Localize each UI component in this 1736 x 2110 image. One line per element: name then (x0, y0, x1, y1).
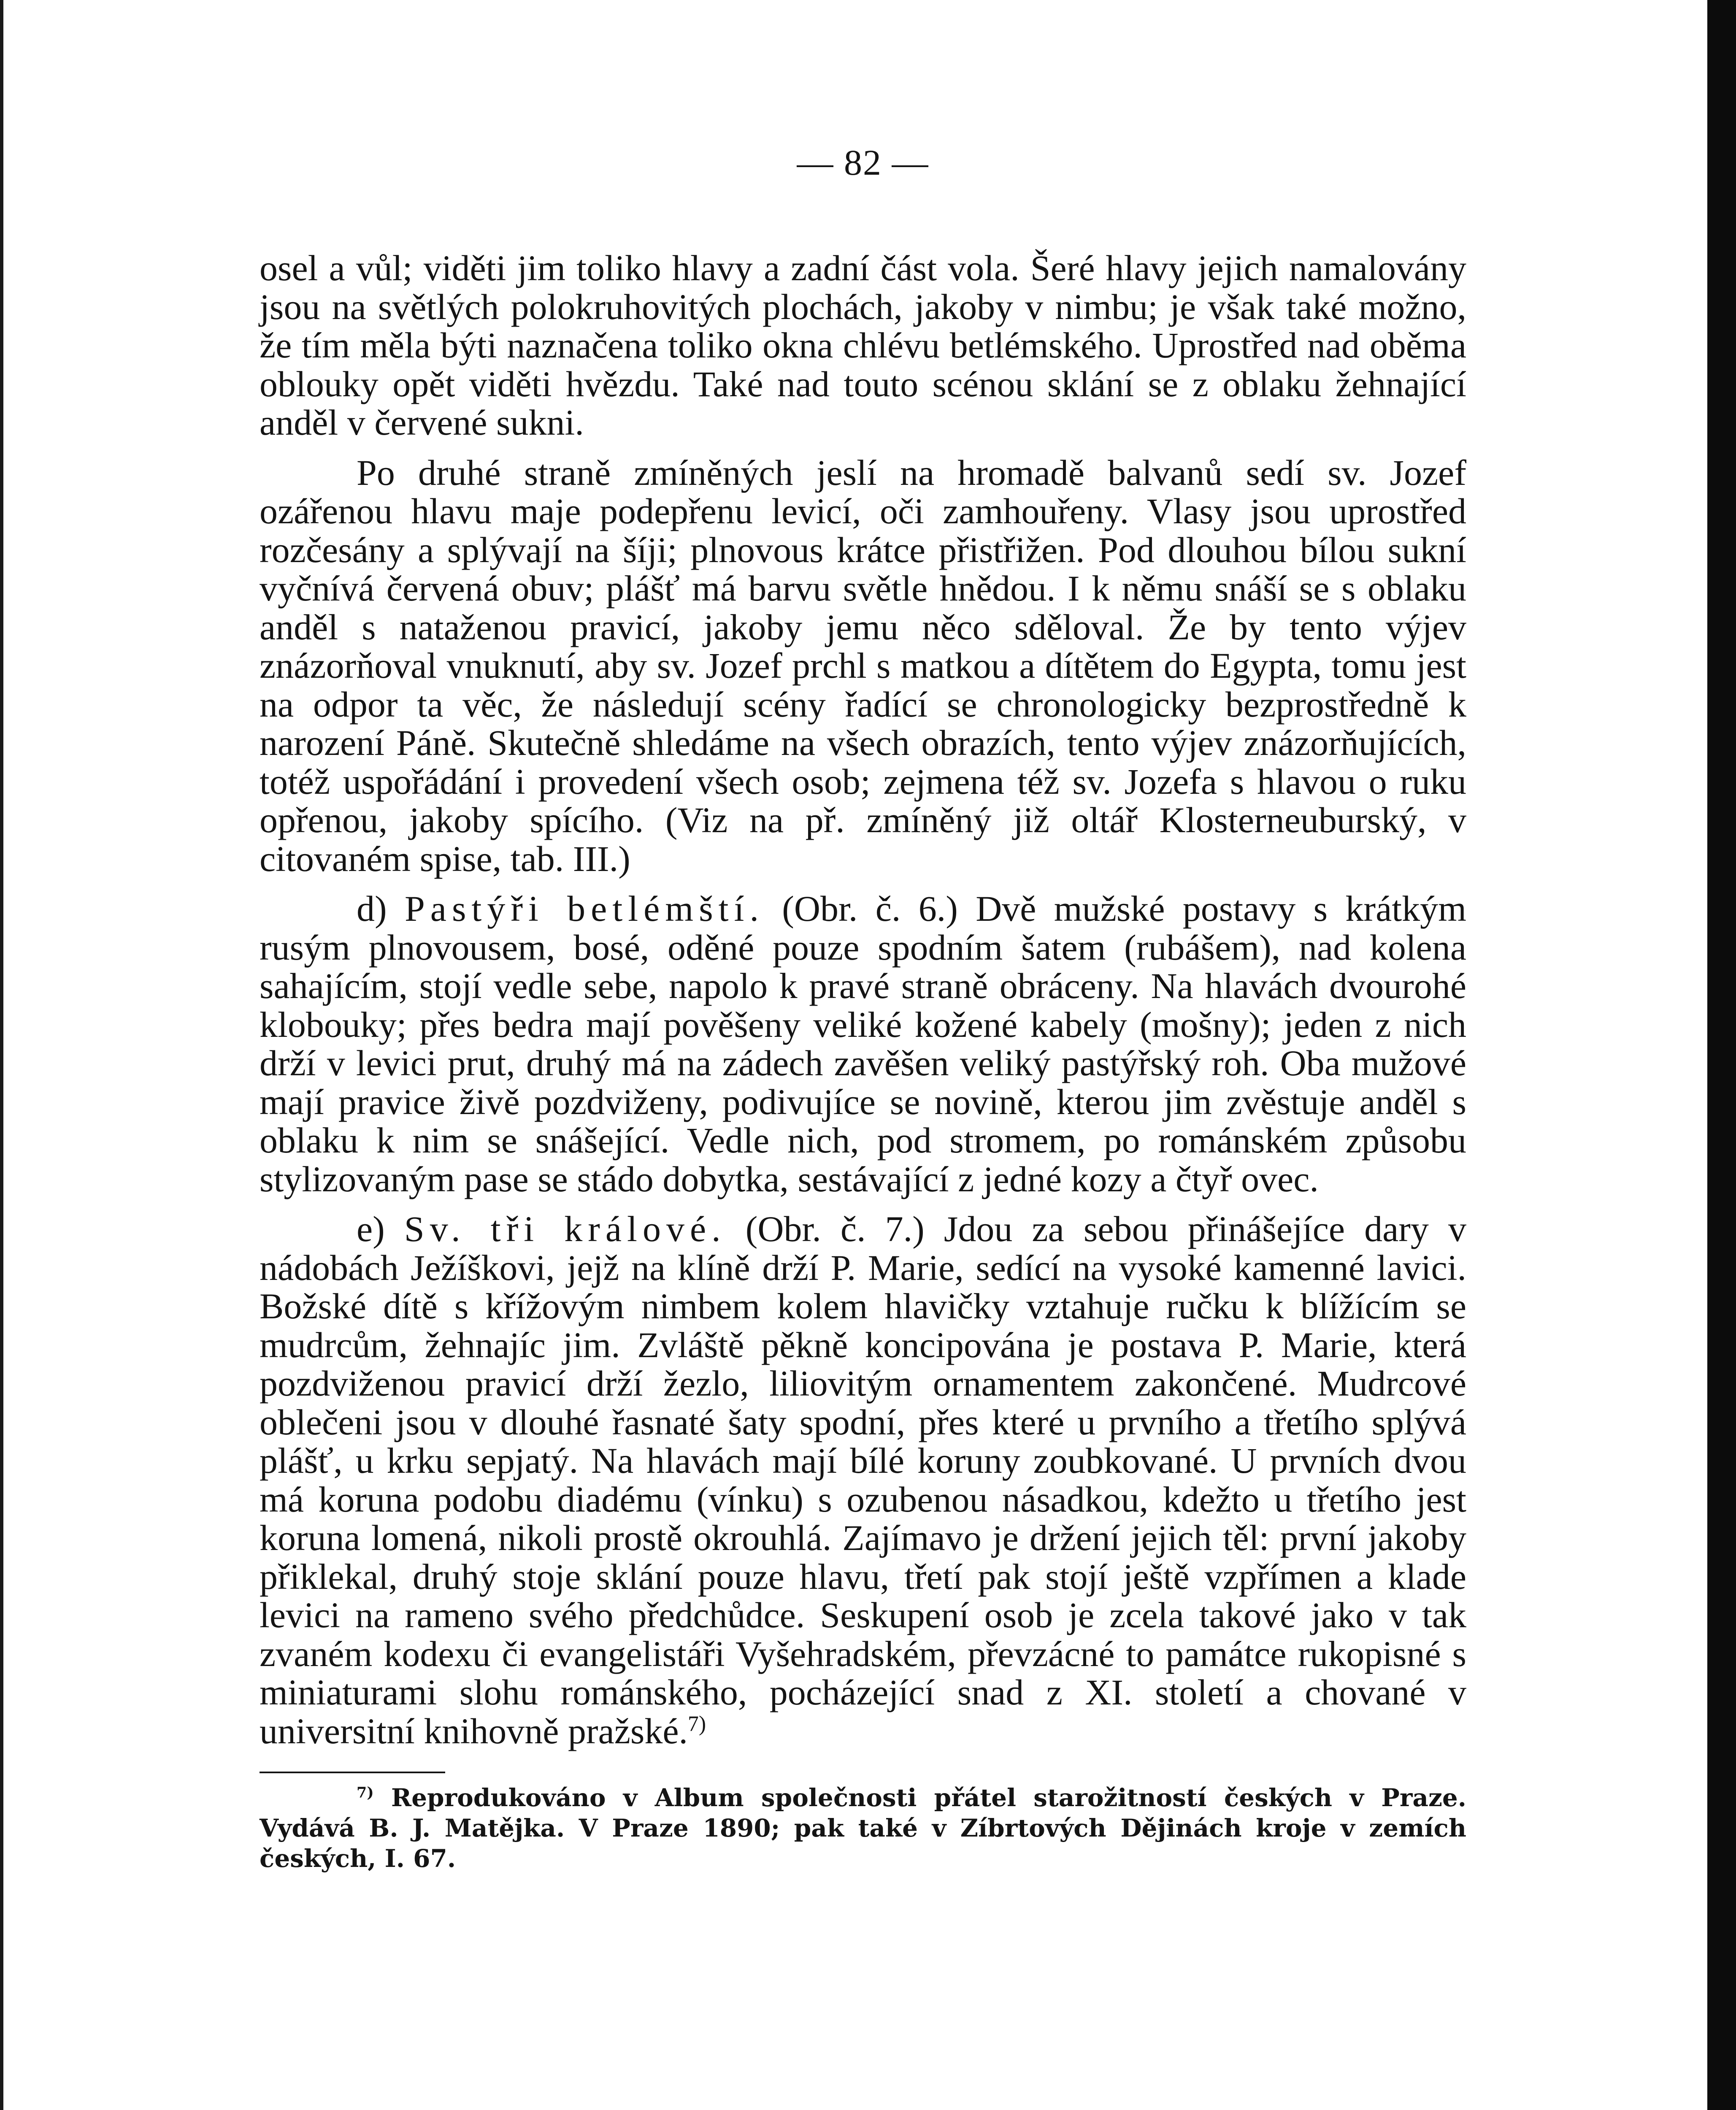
paragraph-section-e (260, 1210, 1466, 1750)
paragraph-1: osel a vůl; viděti jim toliko hlavy a zadní část vola. Šeré hlavy jejich namalovány jsou na světlých polokruhovitých plochách, jakoby v nimbu; je však také možno, že tím měla býti naznačena toliko okna chlévu betlémského. Uprostřed nad oběma oblouky opět viděti hvězdu. Také nad touto scénou sklání se z oblaku žehnající anděl v červené sukni. (260, 248, 1466, 443)
scan-edge-left (0, 0, 3, 2110)
book-page (260, 139, 1466, 1874)
paragraph-2: Po druhé straně zmíněných jeslí na hromadě balvanů sedí sv. Jozef ozářenou hlavu maje podepřenu levicí, oči zamhouřeny. Vlasy jsou uprostřed rozčesány a splývají na šíji; plnovous krátce přistřižen. Pod dlouhou bílou sukní vyčnívá červená obuv; plášť má barvu světle hnědou. I k němu snáší se s oblaku anděl s nataženou pravicí, jakoby jemu něco sděloval. Že by tento výjev znázorňoval vnuknutí, aby sv. Jozef prchl s matkou a dítětem do Egypta, tomu jest na odpor ta věc, že následují scény řadící se chronologicky bezprostředně k narození Páně. Skutečně shledáme na všech obrazích, tento výjev znázorňujících, totéž uspořádání i provedení všech osob; zejmena též sv. Jozefa s hlavou o ruku opřenou, jakoby spícího. (Viz na př. zmíněný již oltář Klosterneuburský, v citovaném spise, tab. III.) (260, 452, 1466, 879)
section-d-text: (Obr. č. 6.) Dvě mužské postavy s krátkým rusým plnovousem, bosé, oděné pouze spodním šatem (rubášem), nad kolena sahajícím, stojí vedle sebe, napolo k pravé straně obráceny. Na hlavách dvourohé klobouky; přes bedra mají pověšeny veliké kožené kabely (mošny); jeden z nich drží v levici prut, druhý má na zádech zavěšen veliký pastýřský roh. Oba mužové mají pravice živě pozdviženy, podivujíce se novině, kterou jim zvěstuje anděl s oblaku k nim se snášející. Vedle nich, pod stromem, po románském způsobu stylizovaným pase se stádo dobytka, sestávající z jedné kozy a čtyř ovec. (260, 888, 1467, 1199)
section-e-prefix: e) (357, 1209, 385, 1249)
body-text (260, 249, 1466, 1750)
footnote (260, 1783, 1466, 1874)
scan-edge-right (1707, 0, 1736, 2110)
section-e-heading: Sv. tři králové. (404, 1209, 726, 1249)
section-e-text: (Obr. č. 7.) Jdou za sebou přinášejíce dary v nádobách Ježíškovi, jejž na klíně drží P. Marie, sedící na vysoké kamenné lavici. Božské dítě s křížovým nimbem kolem hlavičky vztahuje ručku k blížícím se mudrcům, žehnajíc jim. Zvláště pěkně koncipována je postava P. Marie, která pozdviženou pravicí drží žezlo, liliovitým ornamentem zakončené. Mudrcové oblečeni jsou v dlouhé řasnaté šaty spodní, přes které u prvního a třetího splývá plášť, u krku sepjatý. Na hlavách mají bílé koruny zoubkované. U prvních dvou má koruna podobu diadému (vínku) s ozubenou násadkou, kdežto u třetího jest koruna lomená, nikoli prostě okrouhlá. Zajímavo je držení jejich těl: první jakoby přiklekal, druhý stoje sklání pouze hlavu, třetí pak stojí ještě vzpřímen a klade levici na rameno svého předchůdce. Seskupení osob je zcela takové jako v tak zvaném kodexu či evangelistáři Vyšehradském, převzácné to památce rukopisné s miniaturami slohu románského, pocházející snad z XI. století a chované v universitní knihovně pražské. (260, 1209, 1467, 1751)
footnote-marker: 7) (357, 1784, 374, 1802)
section-d-prefix: d) (357, 888, 387, 929)
footnote-reference: 7) (688, 1711, 706, 1736)
footnote-text: Reprodukováno v Album společnosti přátel starožitností českých v Praze. Vydává B. J. Matějka. V Praze 1890; pak také v Zíbrtových Dějinách kroje v zemích českých, I. 67. (260, 1783, 1466, 1873)
paragraph-section-d (260, 890, 1466, 1198)
footnote-divider (260, 1772, 445, 1773)
section-d-heading: Pastýři betlémští. (404, 888, 764, 929)
page-number: — 82 — (797, 142, 929, 183)
